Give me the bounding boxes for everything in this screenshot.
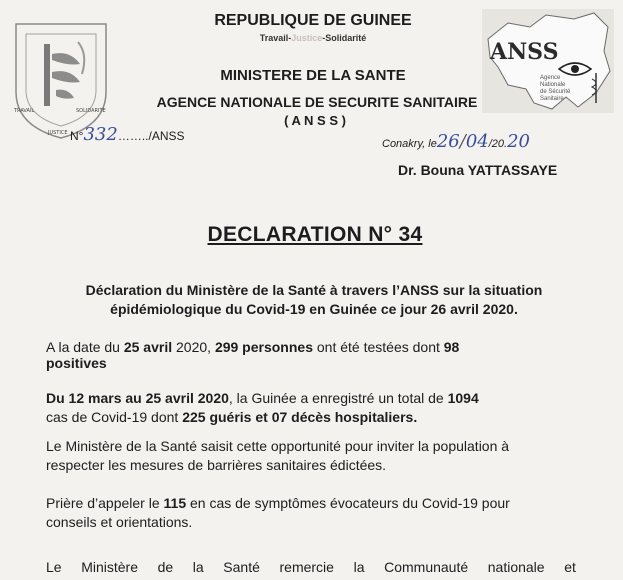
text-span: , la Guinée a enregistré un total de (228, 390, 448, 406)
text-span: 1094 (447, 390, 479, 406)
text-line: Le Ministère de la Santé saisit cette opportunité pour inviter la population à (46, 438, 510, 454)
motto-left: Travail- (259, 33, 292, 43)
reference-prefix: N° (70, 129, 84, 143)
date-year-prefix: /20. (488, 138, 508, 150)
ministry-title: MINISTERE DE LA SANTE (220, 67, 406, 84)
agency-title: AGENCE NATIONALE DE SECURITE SANITAIRE (156, 94, 478, 110)
text-span: positives (46, 355, 107, 371)
date-month: 04 (465, 131, 489, 152)
caduceus-icon (590, 71, 602, 105)
word: nationale (487, 559, 545, 575)
tests-paragraph (46, 338, 586, 373)
text-span: 98 (443, 339, 460, 355)
text-span: 2020, (172, 339, 215, 355)
cases-paragraph (46, 389, 586, 427)
logo-subtitle-line: Agence (540, 75, 561, 81)
word: et (564, 559, 576, 575)
declaration-title: DECLARATION N° 34 (207, 223, 423, 246)
text-span: 299 personnes (214, 339, 313, 355)
date-day: 26 (436, 131, 460, 152)
motto-right: -Solidarité (322, 33, 367, 43)
reference-handwritten-number: 332 (83, 124, 118, 145)
word: de (157, 559, 174, 575)
word: Ministère (81, 559, 138, 575)
word: la (353, 559, 365, 575)
word: la (192, 559, 204, 575)
seal-text-bottom: JUSTICE (48, 130, 68, 136)
text-span: 25 avril (123, 339, 173, 355)
date-place: Conakry, le (382, 138, 437, 150)
hotline-paragraph (46, 494, 606, 532)
logo-subtitle-line: Sanitaire (540, 96, 564, 102)
text-span: ont été testées dont (313, 339, 444, 355)
text-line: conseils et orientations. (46, 514, 193, 530)
word: Le (46, 559, 62, 575)
reference-suffix: /ANSS (148, 129, 185, 143)
agency-abbreviation: ( A N S S ) (284, 113, 346, 128)
republic-title: REPUBLIQUE DE GUINEE (214, 12, 412, 29)
signatory-name: Dr. Bouna YATTASSAYE (398, 162, 558, 178)
reference-number (70, 124, 185, 145)
date-year-suffix: 20 (507, 131, 530, 152)
anss-logo (482, 9, 614, 113)
logo-subtitle-line: de Sécurité (540, 89, 571, 95)
motto-mid: Justice (291, 33, 323, 43)
text-span: cas de Covid-19 dont (46, 409, 183, 425)
date-line (382, 131, 530, 152)
national-motto (200, 33, 426, 43)
text-span: 115 (163, 495, 187, 511)
date-separator: / (459, 131, 466, 152)
word: remercie (279, 559, 334, 575)
text-span: A la date du (46, 339, 124, 355)
anss-logo-subtitle (540, 75, 570, 103)
seal-text-left: TRAVAIL (14, 108, 35, 114)
reference-dots: …….. (117, 129, 149, 143)
anss-logo-text: ANSS (490, 39, 559, 65)
logo-subtitle-line: Nationale (540, 82, 566, 88)
text-line: respecter les mesures de barrières sanitaires édictées. (46, 457, 387, 473)
barrier-measures-paragraph (46, 437, 606, 475)
text-span: en cas de symptômes évocateurs du Covid-19 pour (186, 495, 510, 511)
seal-text-right: SOLIDARITE (76, 108, 106, 114)
text-span: 225 guéris et 07 décès hospitaliers. (182, 409, 418, 425)
intro-paragraph (40, 281, 588, 319)
thanks-paragraph (46, 558, 576, 577)
text-span: Prière d’appeler le (46, 495, 164, 511)
intro-line: Déclaration du Ministère de la Santé à travers l’ANSS sur la situation (85, 282, 543, 298)
intro-line: épidémiologique du Covid-19 en Guinée ce jour 26 avril 2020. (110, 301, 518, 317)
word: Communauté (384, 559, 469, 575)
word: Santé (223, 559, 260, 575)
text-span: Du 12 mars au 25 avril 2020 (46, 390, 229, 406)
